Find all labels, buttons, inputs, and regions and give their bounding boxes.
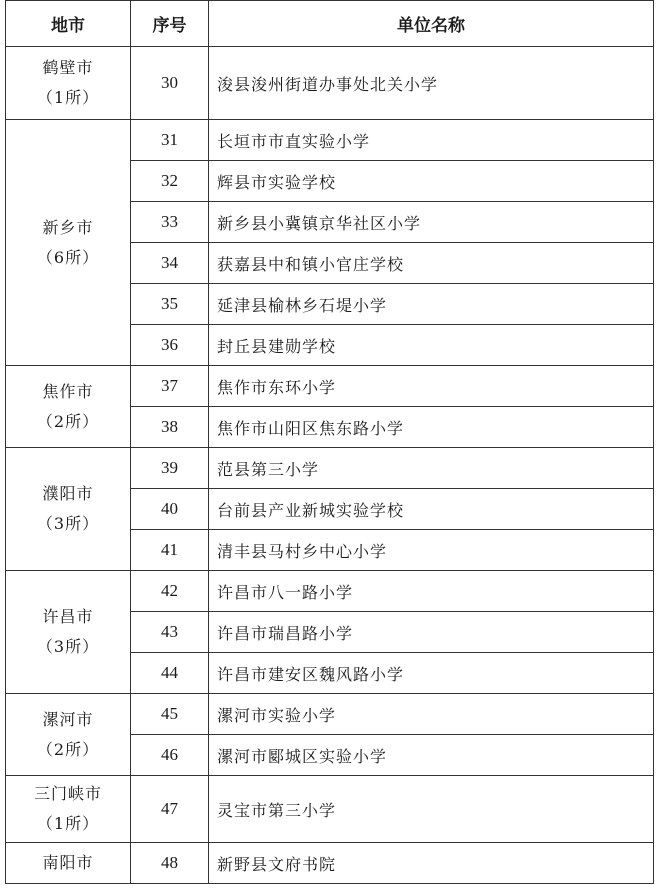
unit-name: 延津县榆林乡石堤小学 — [209, 284, 654, 325]
school-list-table — [5, 0, 654, 884]
region-count: （2所） — [36, 739, 100, 759]
region-cell-luohe — [6, 694, 131, 776]
region-name: 鹤壁市 — [42, 58, 94, 77]
region-name: 许昌市 — [42, 607, 94, 626]
region-cell-hebi — [6, 47, 131, 120]
unit-name: 新乡县小冀镇京华社区小学 — [209, 202, 654, 243]
row-number: 30 — [131, 47, 209, 120]
unit-name: 台前县产业新城实验学校 — [209, 489, 654, 530]
unit-name: 获嘉县中和镇小官庄学校 — [209, 243, 654, 284]
region-count: （6所） — [36, 247, 100, 267]
table-row — [6, 571, 654, 612]
region-count: （3所） — [36, 514, 100, 533]
region-count: （1所） — [36, 814, 100, 833]
row-number: 47 — [131, 776, 209, 843]
header-unit-name: 单位名称 — [209, 1, 654, 47]
region-count: （2所） — [36, 411, 100, 431]
region-cell-nanyang — [6, 843, 131, 884]
unit-name: 长垣市市直实验小学 — [209, 120, 654, 161]
row-number: 44 — [131, 653, 209, 694]
row-number: 37 — [131, 366, 209, 407]
header-region: 地市 — [6, 1, 131, 47]
region-name: 三门峡市 — [33, 784, 102, 803]
row-number: 46 — [131, 735, 209, 776]
unit-name: 焦作市山阳区焦东路小学 — [209, 407, 654, 448]
region-cell-xinxiang — [6, 120, 131, 366]
row-number: 36 — [131, 325, 209, 366]
region-name: 焦作市 — [42, 381, 94, 401]
unit-name: 辉县市实验学校 — [209, 161, 654, 202]
region-cell-puyang — [6, 448, 131, 571]
unit-name: 新野县文府书院 — [209, 843, 654, 884]
unit-name: 封丘县建勋学校 — [209, 325, 654, 366]
unit-name: 浚县浚州街道办事处北关小学 — [209, 47, 654, 120]
unit-name: 灵宝市第三小学 — [209, 776, 654, 843]
table-row — [6, 47, 654, 120]
unit-name: 清丰县马村乡中心小学 — [209, 530, 654, 571]
unit-name: 许昌市建安区魏风路小学 — [209, 653, 654, 694]
table-row — [6, 694, 654, 735]
region-count: （3所） — [36, 637, 100, 656]
row-number: 43 — [131, 612, 209, 653]
row-number: 45 — [131, 694, 209, 735]
row-number: 39 — [131, 448, 209, 489]
row-number: 41 — [131, 530, 209, 571]
unit-name: 许昌市八一路小学 — [209, 571, 654, 612]
header-number: 序号 — [131, 1, 209, 47]
table-row — [6, 843, 654, 884]
row-number: 40 — [131, 489, 209, 530]
row-number: 35 — [131, 284, 209, 325]
table-row — [6, 776, 654, 843]
region-cell-sanmenxia — [6, 776, 131, 843]
row-number: 42 — [131, 571, 209, 612]
region-cell-jiaozuo — [6, 366, 131, 448]
row-number: 34 — [131, 243, 209, 284]
region-name: 濮阳市 — [42, 484, 94, 503]
unit-name: 漯河市郾城区实验小学 — [209, 735, 654, 776]
region-name: 漯河市 — [42, 709, 94, 729]
table-row — [6, 448, 654, 489]
region-name: 南阳市 — [42, 853, 94, 872]
region-count: （1所） — [36, 88, 100, 107]
row-number: 31 — [131, 120, 209, 161]
table-row — [6, 366, 654, 407]
unit-name: 范县第三小学 — [209, 448, 654, 489]
row-number: 38 — [131, 407, 209, 448]
row-number: 48 — [131, 843, 209, 884]
unit-name: 焦作市东环小学 — [209, 366, 654, 407]
row-number: 32 — [131, 161, 209, 202]
row-number: 33 — [131, 202, 209, 243]
table-row — [6, 120, 654, 161]
unit-name: 漯河市实验小学 — [209, 694, 654, 735]
table-header-row — [6, 1, 654, 47]
region-cell-xuchang — [6, 571, 131, 694]
unit-name: 许昌市瑞昌路小学 — [209, 612, 654, 653]
region-name: 新乡市 — [42, 217, 94, 237]
